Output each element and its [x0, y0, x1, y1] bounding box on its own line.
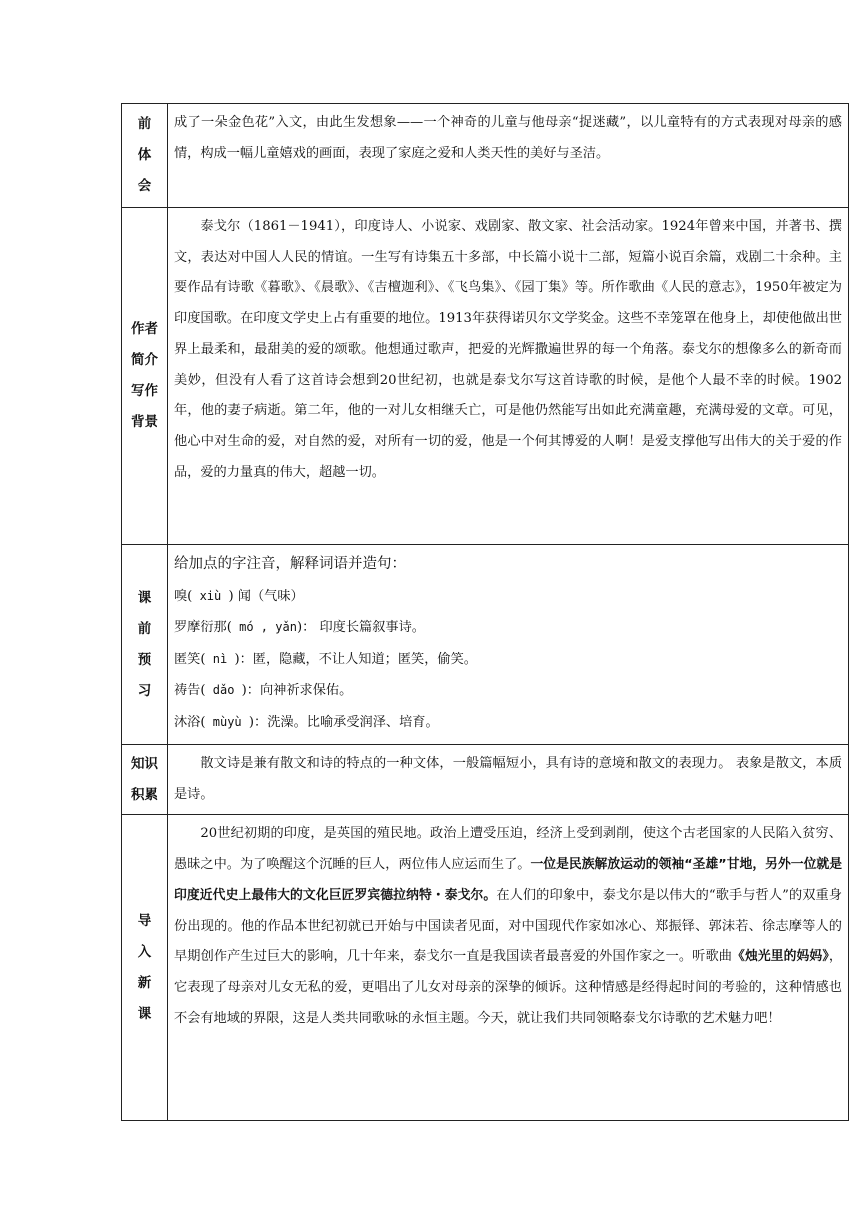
row-label-line: 会 — [137, 178, 152, 194]
vocab-item — [174, 612, 842, 644]
intro-emphasis: 一位是民族解放运动的领袖“圣雄”甘地，另外一位就是印度近代史上最伟大的文化巨匠罗宾德拉纳特・泰戈尔。 — [174, 857, 843, 903]
table-row-reading-experience — [122, 104, 849, 208]
vocab-definition: )：向神祈求保佑。 — [241, 683, 353, 698]
vocab-word: 祷告( — [174, 683, 206, 698]
row-label-line: 前 — [137, 116, 152, 132]
row-label-line: 课 — [137, 1005, 152, 1022]
row-label-line: 写作 — [131, 383, 158, 399]
table-row-preview — [122, 545, 849, 745]
paragraph: 散文诗是兼有散文和诗的特点的一种文体，一般篇幅短小，具有诗的意境和散文的表现力。 表象是散文，本质是诗。 — [174, 756, 843, 802]
vocab-word: 罗摩衍那( — [174, 620, 232, 635]
row-label — [122, 745, 168, 815]
row-label — [122, 104, 168, 208]
row-label-line: 前 — [137, 620, 152, 637]
row-content — [168, 745, 849, 815]
vocab-item — [174, 675, 842, 707]
table-row-introduction — [122, 815, 849, 1121]
vocab-item — [174, 581, 842, 613]
song-title: 《烛光里的妈妈》 — [732, 949, 829, 965]
row-label-line: 背景 — [131, 414, 158, 430]
vocab-pinyin: mó , yǎn — [231, 620, 297, 634]
row-label-line: 体 — [137, 147, 152, 163]
vocab-pinyin: mùyù — [205, 714, 249, 729]
row-label-line: 作者 — [131, 321, 158, 337]
row-label-line: 入 — [137, 943, 152, 960]
table-row-author-background — [122, 208, 849, 545]
vocab-word: 嗅( — [174, 588, 193, 604]
row-content — [168, 104, 849, 208]
row-label-line: 知识 — [131, 755, 158, 772]
paragraph: 成了一朵金色花”入文，由此生发想象——一个神奇的儿童与他母亲“捉迷藏”，以儿童特有的方式表现对母亲的感情，构成一幅儿童嬉戏的画面，表现了家庭之爱和人类天性的美好与圣洁。 — [174, 115, 842, 161]
row-label-line: 积累 — [131, 786, 158, 803]
table-row-knowledge — [122, 745, 849, 815]
row-label — [122, 815, 168, 1121]
vocab-word: 沐浴( — [174, 714, 206, 730]
row-label-line: 课 — [137, 589, 152, 606]
vocab-definition: ) 闻（气味） — [228, 588, 304, 604]
vocab-definition: )： 印度长篇叙事诗。 — [296, 620, 425, 635]
row-label — [122, 208, 168, 545]
lesson-plan-table — [121, 103, 849, 1121]
row-label-line: 简介 — [131, 352, 158, 368]
row-content — [168, 545, 849, 745]
row-content — [168, 208, 849, 545]
vocab-pinyin: xiù — [192, 588, 229, 603]
row-content — [168, 815, 849, 1121]
intro-paragraph — [174, 819, 842, 1034]
vocab-definition: )：洗澡。比喻承受润泽、培育。 — [248, 714, 439, 730]
vocab-item — [174, 644, 842, 676]
row-label-line: 预 — [137, 651, 152, 668]
preview-heading: 给加点的字注音，解释词语并造句： — [174, 556, 406, 572]
row-label — [122, 545, 168, 745]
row-label-line: 习 — [137, 682, 152, 699]
intro-text: 在人们的印象中，泰戈尔是以伟大的“歌手与哲人”的双重身份出现的。他的作品本世纪初就已开始与中国读者见面，对中国现代作家如冰心、郑振铎、郭沫若、徐志摩等人的早期创作产生过巨大的影响，几十年来，泰戈尔一直是我国读者最喜爱的外国作家之一。听歌曲 — [174, 887, 842, 965]
intro-text: ，它表现了母亲对儿女无私的爱，更唱出了儿女对母亲的深挚的倾诉。这种情感是经得起时间的考验的，这种情感也不会有地域的界限，这是人类共同歌咏的永恒主题。今天，就让我们共同领略泰戈尔诗歌的艺术魅力吧！ — [174, 949, 843, 1026]
intro-text: 20世纪初期的印度，是英国的殖民地。政治上遭受压迫，经济上受到剥削，使这个古老国家的人民陷入贫穷、愚昧之中。为了唤醒这个沉睡的巨人，两位伟人应运而生了。 — [174, 826, 842, 873]
row-label-line: 新 — [137, 974, 152, 991]
vocab-word: 匿笑( — [174, 651, 206, 667]
vocab-pinyin: dǎo — [205, 683, 242, 697]
vocab-pinyin: nì — [205, 651, 235, 666]
vocab-item — [174, 707, 842, 739]
row-label-line: 导 — [137, 912, 152, 929]
vocab-definition: )：匿，隐藏，不让人知道；匿笑，偷笑。 — [234, 651, 477, 667]
paragraph: 泰戈尔（1861－1941），印度诗人、小说家、戏剧家、散文家、社会活动家。1924年曾来中国，并著书、撰文，表达对中国人人民的情谊。一生写有诗集五十多部，中长篇小说十二部，短篇小说百余篇，戏剧二十余种。主要作品有诗歌《暮歌》、《晨歌》、《吉檀迦利》、《飞鸟集》、《园丁集》等。所作歌曲《人民的意志》，1950年被定为印度国歌。在印度文学史上占有重要的地位。1913年获得诺贝尔文学奖金。这些不幸笼罩在他身上，却使他做出世界上最柔和，最甜美的爱的颂歌。他想通过歌声，把爱的光辉撒遍世界的每一个角落。泰戈尔的想像多么的新奇而美妙，但没有人看了这首诗会想到20世纪初，也就是泰戈尔写这首诗歌的时候，是他个人最不幸的时候。1902年，他的妻子病逝。第二年，他的一对儿女相继夭亡，可是他仍然能写出如此充满童趣，充满母爱的文章。可见，他心中对生命的爱，对自然的爱，对所有一切的爱，他是一个何其博爱的人啊！是爱支撑他写出伟大的关于爱的作品，爱的力量真的伟大，超越一切。 — [174, 219, 842, 480]
